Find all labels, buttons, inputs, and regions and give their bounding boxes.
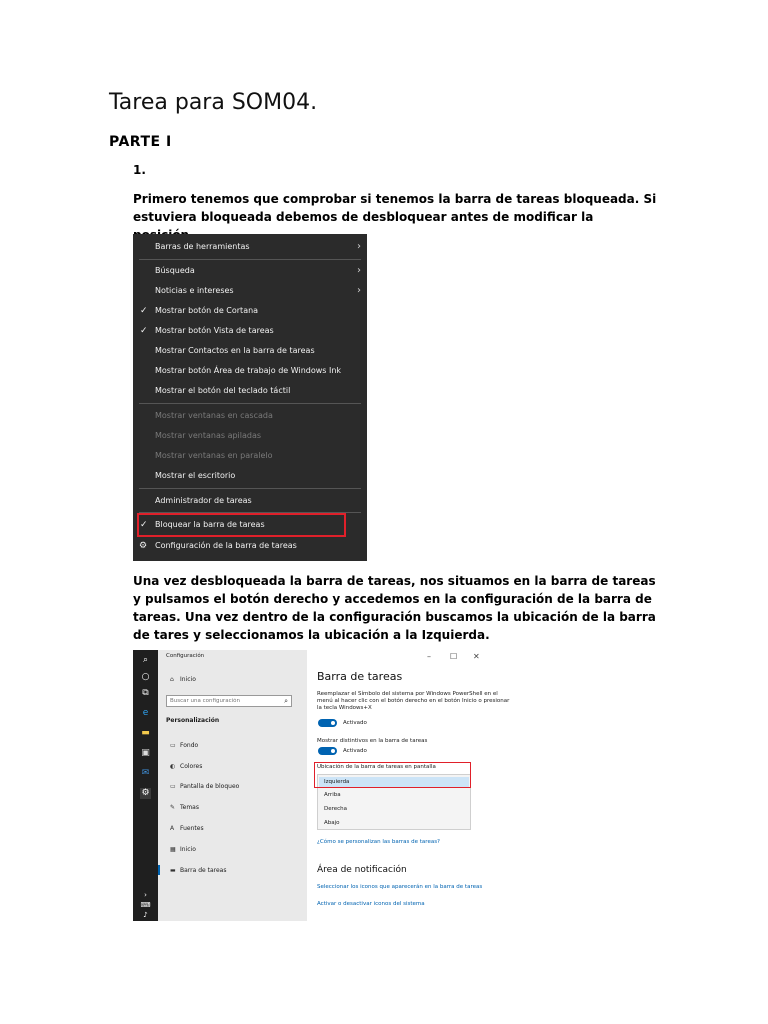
notification-area-title: Área de notificación — [317, 865, 407, 875]
powershell-description: Reemplazar el Símbolo del sistema por Windows PowerShell en el menú al hacer clic con el botón derecho en el botón Inicio o presionar la tecla Windows+X — [317, 691, 510, 711]
paragraph-instructions: Una vez desbloqueada la barra de tareas, nos situamos en la barra de tareas y pulsamos el botón derecho y accedemos en la configuración de la barra de tareas. Una vez dentro de la configuración buscamos la ubicación de la barra de tares y seleccionamos la ubicación a la Izquierda. — [133, 574, 656, 642]
menu-item-label: Mostrar el escritorio — [155, 471, 236, 480]
file-explorer-icon[interactable]: ▬ — [141, 728, 150, 738]
menu-item-toolbars[interactable] — [133, 238, 367, 256]
nav-item-lock-screen[interactable] — [170, 783, 239, 790]
option-bottom[interactable]: Abajo — [324, 820, 340, 826]
menu-item-search[interactable] — [133, 262, 367, 280]
nav-item-background[interactable] — [170, 742, 198, 749]
menu-item-taskbar-settings[interactable] — [133, 537, 367, 555]
chevron-right-icon: › — [357, 285, 361, 296]
settings-gear-icon[interactable]: ⚙ — [141, 788, 150, 798]
settings-search-box[interactable] — [166, 695, 292, 707]
red-highlight-box — [314, 762, 471, 788]
red-highlight-box — [137, 513, 346, 537]
nav-item-label: Colores — [180, 763, 203, 770]
nav-item-label: Fondo — [180, 742, 199, 749]
close-button[interactable]: ✕ — [473, 652, 480, 661]
badges-toggle[interactable] — [318, 747, 337, 755]
menu-item-label: Configuración de la barra de tareas — [155, 541, 297, 550]
cortana-icon[interactable]: ○ — [141, 672, 150, 682]
picture-icon: ▭ — [170, 742, 176, 749]
nav-item-label: Temas — [180, 804, 199, 811]
option-left[interactable]: Izquierda — [324, 779, 350, 785]
window-title: Configuración — [166, 653, 205, 659]
menu-separator — [139, 488, 361, 489]
toggle-state-label: Activado — [343, 720, 367, 726]
toggle-state-label: Activado — [343, 748, 367, 754]
menu-item-label: Mostrar el botón del teclado táctil — [155, 386, 291, 395]
menu-item-label: Barras de herramientas — [155, 242, 250, 251]
home-icon: ⌂ — [170, 676, 174, 683]
menu-item-label: Mostrar botón Vista de tareas — [155, 326, 274, 335]
document-title: Tarea para SOM04. — [109, 90, 318, 115]
page-title: Barra de tareas — [317, 670, 403, 683]
nav-item-themes[interactable] — [170, 804, 199, 811]
location-label: Ubicación de la barra de tareas en pantalla — [317, 764, 436, 770]
settings-search-input[interactable] — [167, 696, 281, 706]
nav-item-colors[interactable] — [170, 763, 202, 770]
taskbar-context-menu — [133, 234, 367, 561]
checkmark-icon: ✓ — [140, 326, 148, 336]
active-item-indicator — [158, 865, 160, 875]
menu-item-label: Bloquear la barra de tareas — [155, 520, 265, 529]
chevron-up-icon[interactable]: › — [144, 891, 147, 899]
store-icon[interactable]: ▣ — [141, 748, 150, 758]
maximize-button[interactable]: ☐ — [450, 652, 458, 661]
select-icons-link[interactable]: Seleccionar los iconos que aparecerán en la barra de tareas — [317, 884, 483, 890]
fonts-icon: A — [170, 825, 175, 832]
gear-icon: ⚙ — [139, 541, 148, 551]
menu-item-label: Mostrar Contactos en la barra de tareas — [155, 346, 315, 355]
volume-icon[interactable]: ♪ — [143, 911, 148, 919]
vertical-taskbar — [133, 650, 158, 921]
option-top[interactable]: Arriba — [324, 792, 341, 798]
menu-item-label: Mostrar ventanas en cascada — [155, 411, 273, 420]
menu-item-side-by-side — [133, 447, 367, 465]
checkmark-icon: ✓ — [140, 306, 148, 316]
task-view-icon[interactable]: ⧉ — [142, 688, 149, 698]
network-icon[interactable]: ⌨ — [140, 901, 151, 909]
step-number: 1. — [133, 163, 146, 177]
nav-item-label: Inicio — [180, 846, 196, 853]
menu-item-label: Búsqueda — [155, 266, 195, 275]
section-heading: PARTE I — [109, 134, 172, 150]
taskbar-icon: ▬ — [170, 867, 176, 874]
nav-home-label: Inicio — [180, 676, 196, 683]
settings-nav-pane — [158, 650, 307, 921]
search-icon[interactable]: ⌕ — [142, 655, 149, 665]
nav-item-label: Barra de tareas — [180, 867, 227, 874]
menu-item-task-view[interactable] — [133, 322, 367, 340]
menu-item-news[interactable] — [133, 282, 367, 300]
menu-item-cortana[interactable] — [133, 302, 367, 320]
nav-item-label: Pantalla de bloqueo — [180, 783, 240, 790]
nav-home[interactable] — [170, 676, 196, 683]
settings-window — [133, 650, 519, 921]
customize-taskbar-link[interactable]: ¿Cómo se personalizan las barras de tareas? — [317, 839, 440, 845]
search-icon: ⌕ — [284, 697, 288, 705]
lock-screen-icon: ▭ — [170, 783, 176, 790]
menu-item-cascade — [133, 407, 367, 425]
nav-item-label: Fuentes — [180, 825, 204, 832]
menu-item-label: Mostrar ventanas en paralelo — [155, 451, 273, 460]
nav-item-start[interactable] — [170, 846, 196, 853]
menu-item-label: Mostrar ventanas apiladas — [155, 431, 262, 440]
menu-item-task-manager[interactable] — [133, 492, 367, 510]
powershell-toggle[interactable] — [318, 719, 337, 727]
nav-section-title: Personalización — [166, 717, 220, 724]
themes-icon: ✎ — [170, 804, 176, 811]
menu-item-label: Administrador de tareas — [155, 496, 252, 505]
menu-item-label: Mostrar botón de Cortana — [155, 306, 259, 315]
checkmark-icon: ✓ — [140, 520, 148, 530]
menu-separator — [139, 259, 361, 260]
paragraph-intro: Primero tenemos que comprobar si tenemos la barra de tareas bloqueada. Si estuviera bloqueada debemos de desbloquear antes de modificar la — [133, 192, 657, 224]
mail-icon[interactable]: ✉ — [141, 768, 150, 778]
menu-separator — [139, 403, 361, 404]
menu-item-label: Mostrar botón Área de trabajo de Windows Ink — [155, 366, 342, 375]
menu-item-show-desktop[interactable] — [133, 467, 367, 485]
minimize-button[interactable]: – — [427, 652, 431, 661]
nav-item-taskbar[interactable] — [170, 867, 226, 874]
option-right[interactable]: Derecha — [324, 806, 348, 812]
nav-item-fonts[interactable] — [170, 825, 204, 832]
menu-item-stacked — [133, 427, 367, 445]
settings-main-pane — [307, 650, 519, 921]
menu-item-label: Noticias e intereses — [155, 286, 234, 295]
start-icon: ▦ — [170, 846, 176, 853]
badges-label: Mostrar distintivos en la barra de tareas — [317, 738, 428, 744]
edge-icon[interactable]: e — [142, 708, 149, 718]
system-icons-link[interactable]: Activar o desactivar iconos del sistema — [317, 901, 425, 907]
chevron-right-icon: › — [357, 265, 361, 276]
chevron-right-icon: › — [357, 241, 361, 252]
menu-item-windows-ink[interactable] — [133, 362, 367, 380]
menu-item-contacts[interactable] — [133, 342, 367, 360]
menu-item-touch-keyboard[interactable] — [133, 382, 367, 400]
palette-icon: ◐ — [170, 763, 176, 770]
